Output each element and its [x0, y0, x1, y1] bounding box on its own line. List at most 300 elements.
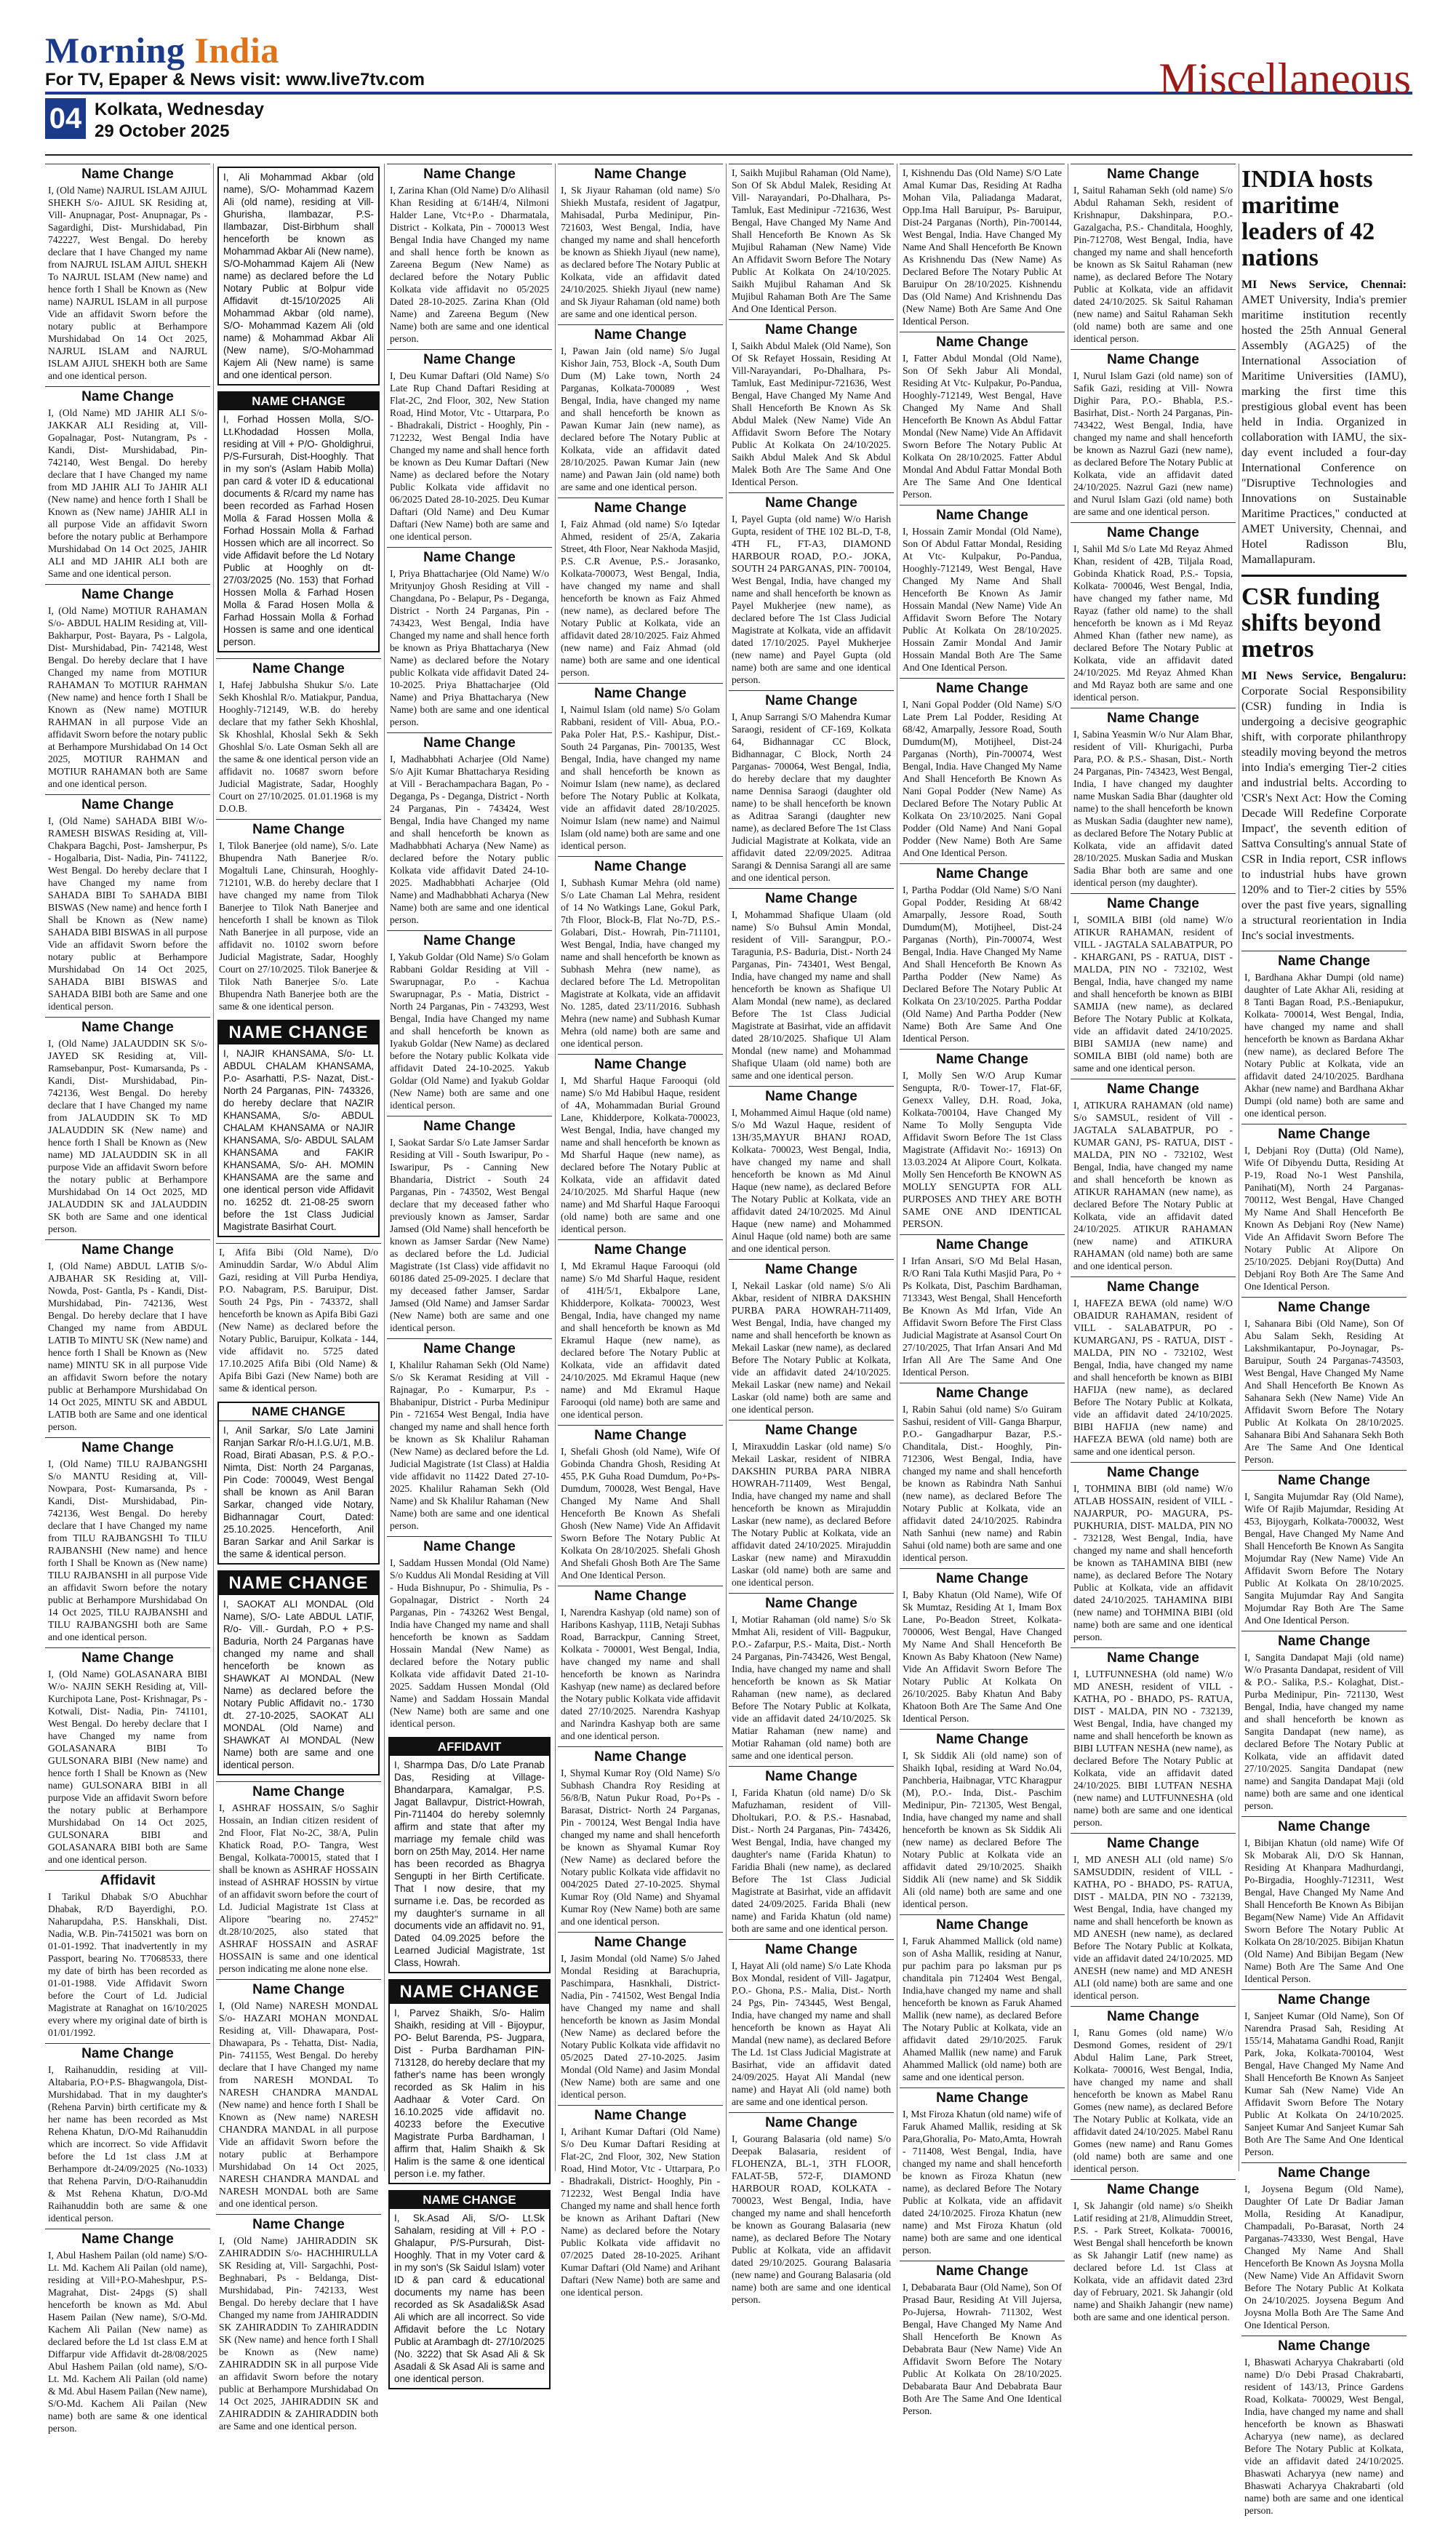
notice-heading: Name Change: [1107, 1836, 1199, 1851]
classified-notice: [900, 2087, 1065, 2261]
classified-notice: [1071, 522, 1236, 708]
classified-notice: [387, 1116, 552, 1338]
notice-heading: Name Change: [1278, 2165, 1370, 2181]
notice-heading: Name Change: [252, 1784, 345, 1799]
notice-body: I, Tilok Banerjee (old name), S/o. Late Bhupendra Nath Banerjee R/o. Mogaltuli Lane, Chinsurah, Hooghly-712101, W.B. do hereby declare that I have changed my name from Tilok Banerjee to Tilok Nath Banerjee and henceforth I shall be known as Tilok Nath Banerjee in all purpose, vide an affidavit no. 10102 sworn before Judicial Magistrate, Sadar, Hooghly Court on 27/10/2025. Tilok Banerjee & Tilok Nath Banerjee S/o. Late Bhupendra Nath Banerjee both are the same & one identical person.: [219, 840, 378, 1012]
notice-heading: AFFIDAVIT: [390, 1738, 549, 1756]
notice-heading: Name Change: [594, 859, 687, 874]
classified-notice: [1071, 1647, 1236, 1833]
notice-heading: NAME CHANGE: [390, 2192, 549, 2209]
notice-heading: Name Change: [765, 1942, 857, 1957]
classified-notice: [900, 332, 1065, 505]
classified-notice: [558, 2105, 723, 2303]
classified-notice: [45, 2043, 210, 2229]
classified-notice: [900, 678, 1065, 863]
story-text: AMET University, India's premier maritime institution recently hosted the 25th Annual General Assembly (AGA25) of the International Association of Maritime Universities (IAMU), marking the first time this prestigious global event has been held in India. Organized in collaboration with IAMU, the six-day event included a four-day International Conference on "Disruptive Technologies and Innovations on Sustainable Maritime Practices," conducted at AMET University, Chennai, and Hotel Radisson Blu, Mamallapuram.: [1241, 294, 1407, 566]
news-block: [1241, 167, 1407, 943]
notice-body: I, Sk Siddik Ali (old name) son of Shaikh Iqbal, residing at Ward No.04, Panchberia, Haibnagar, VTC Kharagpur (M), P.O.- Inda, Dist.- Paschim Medinipur, Pin- 721305, West Bengal, India, have changed my name and shall henceforth be known as Sk Siddik Ali (new name) as declared Before The Notary Public at Kolkata vide an affidavit dated 29/10/2025. Shaikh Siddik Ali (new name) and Sk Siddik Ali (old name) both are same and one identical person.: [903, 1750, 1062, 1909]
notice-body: I Irfan Ansari, S/O Md Belal Hasan, R/O Rani Tala Kuthi Masjid Para, Po + Ps Kolkata, Dist, Paschim Bardhaman, 713343, West Bengal, Shall Henceforth Be Known As Md Irfan, Vide An Affidavit Sworn Before The First Class Judicial Magistrate at Asansol Court On 27/10/2025, That Irfan Ansari And Md Irfan All Are The Same And One Identical Person.: [903, 1255, 1062, 1378]
notice-body: I, Abul Hashem Pailan (old name) S/O-Lt. Md. Kachem Ali Pailan (old name), residing at Vill+P.O-Maheshpur, P.S-Magrahat, Dist- 24pgs (S) shall henceforth be known as Md. Abul Hasem Pailan (New name), S/O-Md. Kachem Ali Pailan (New name) as declared before the Ld 1st class E.M at Diffarpur vide Affidavit dt-28/08/2025 Abul Hashem Pailan (old name), S/O-Lt. Md. Kachem Ali Pailan (old name) & Md. Abul Hasem Pailan (New name), S/O-Md. Kachem Ali Pailan (New name) both are same & one identical person.: [48, 2250, 207, 2434]
notice-body: I, (Old Name) TILU RAJBANGSHI S/o MANTU Residing at, Vill- Nowpara, Post- Kumarsanda, Ps - Kandi, Dist- Murshidabad, Pin- 742136, West Bengal. Do hereby declare that I have Changed my name from TILU RAJBANGSHI To TILU RAJBANSHI (New name) and hence forth I Shall be Known as (New name) TILU RAJBANSHI in all purpose Vide an affidavit Sworn before the notary public at Berhampore Murshidabad On 14 Oct 2025, TILU RAJBANSHI and TILU RAJBANGSHI both are Same and one identical person.: [48, 1458, 207, 1642]
classified-notice: [1071, 349, 1236, 522]
story-rule: [1241, 575, 1407, 577]
notice-body: I, Partha Poddar (Old Name) S/O Nani Gopal Podder, Residing At 68/42 Amarpally, Jessore Road, South Dumdum(M), Motijheel, Dist-24 Parganas (North), Pin-700074, West Bengal, India. Have Changed My Name And Shall Henceforth Be Known As Partha Podder (New Name) As Declared Before The Notary Public At Kolkata On 23/10/2025. Partha Poddar (Old Name) And Partha Podder (New Name) Both Are Same And One Identical Person.: [903, 884, 1062, 1044]
notice-body: I, Shefali Ghosh (old Name), Wife Of Gobinda Chandra Ghosh, Residing At 455, P.K Guha Road Dumdum, Po+Ps- Dumdum, 700028, West Bengal, Have Changed My Name And Shall Henceforth Be Known As Shefali Ghosh (New Name) Vide An Affidavit Sworn Before The Notary Public At Kolkata On 28/10/2025. Shefali Ghosh And Shefali Ghosh Both Are The Same And One Identical Person.: [561, 1446, 720, 1581]
column-divider: [384, 164, 385, 2171]
notice-body: I, Payel Gupta (old name) W/o Harish Gupta, resident of THE 102 BL-D, T-8, 4TH FL, FT-A3, DIAMOND HARBOUR ROAD, P.O.- JOKA, SOUTH 24 PARGANAS, PIN- 700104, West Bengal, India, have changed my name and shall henceforth be known as Payel Mukherjee (new name), as declared before The 1st Class Judicial Magistrate at Kolkata, vide an affidavit dated 17/10/2025. Payel Mukherjee (new name) and Payel Gupta (old name) both are same and one identical person.: [732, 514, 891, 685]
notice-body: I, Mst Firoza Khatun (old name) wife of Faruk Ahamed Mallik, residing at Sk Para,Ghoralia, Po- Mato,Amta, Howrah - 711408, West Bengal, India, have changed my name and shall henceforth be known as Firoza Khatun (new name), as declared Before The Notary Public at Kolkata, vide an affidavit dated 24/10/2025. Firoza Khatun (new name) and Mst Firoza Khatun (old name) both are same and one identical person.: [903, 2109, 1062, 2256]
newspaper-logo: [45, 29, 279, 71]
dateline: [95, 99, 264, 143]
section-title: Miscellaneous: [1159, 55, 1411, 103]
classified-notice: [729, 690, 894, 888]
notice-body: I, Zarina Khan (Old Name) D/o Alihasil Khan Residing at 6/14H/4, Nilmoni Halder Lane, Vtc+P.o - Dharmatala, District - Kolkata, Pin - 700013 West Bengal India have Changed my name and shall hence forth be known as Zareena Begum (New Name) as declared before the Notary Public Kolkata vide affidavit no 05/2025 Dated 28-10-2025. Zarina Khan (Old Name) and Zareena Begum (New Name) both are same and one identical person.: [390, 185, 549, 344]
notice-heading: Name Change: [1278, 1992, 1370, 2007]
notice-body: I Tarikul Dhabak S/O Abuchhar Dhabak, R/D Bayerdighi, P.O. Naharupdaha, P.S. Hanskhali, Dist. Nadia, W.B. Pin-7415021 was born on 01-01-1992. That inadvertently in my Passport, bearing No. T7068533, there my date of birth has been recorded as 01-01-1988. Vide Affidavit Sworn before the Court of Ld. Judicial Magistrate at Ranaghat on 16/10/2025 every where my original date of birth is 01/01/1992.: [48, 1891, 207, 2038]
classified-notice: [729, 1086, 894, 1259]
notice-heading: Name Change: [1278, 1127, 1370, 1142]
notice-heading: Name Change: [594, 1428, 687, 1443]
edition-date: 29 October 2025: [95, 121, 230, 141]
story-body: [1241, 277, 1407, 567]
notice-heading: Name Change: [423, 1539, 516, 1554]
notice-body: I, Ali Mohammad Akbar (old name), S/O- Mohammad Kazem Ali (old name), residing at Vill-Ghurisha, Ilambazar, P.S-Ilambazar, Dist-Birbhum shall henceforth be known as Mohammad Akbar Ali (New name), S/O-Mohammad Kajem Ali (New name) as declared before the Ld Notary Public at Bolpur vide Affidavit dt-15/10/2025 Ali Mohammad Akbar (old name), S/O- Mohammad Kazem Ali (old name) & Mohammad Akbar Ali (New name), S/O-Mohammad Kajem Ali (New name) is same and one identical person.: [223, 172, 374, 380]
notice-heading: Name Change: [936, 1571, 1028, 1586]
notice-body: I, ATIKURA RAHAMAN (old name) S/o SAMSUL, resident of Vill - JAGTALA SALABATPUR, PO - KUMAR GANJ, PS- RATUA, DIST - MALDA, PIN NO - 732102, West Bengal, India, have changed my name and shall henceforth be known as ATIKUR RAHAMAN (new name), as declared Before The Notary Public at Kolkata, vide an affidavit dated 24/10/2025. ATIKUR RAHAMAN (new name) and ATIKURA RAHAMAN (old name) both are same and one identical person.: [1073, 1100, 1233, 1271]
classified-notice: [45, 584, 210, 794]
notice-heading: Name Change: [594, 2108, 687, 2123]
notice-body: I, Saikh Mujibul Rahaman (Old Name), Son Of Sk Abdul Malek, Residing At Vill- Narayandari, Po-Dhalhara, Ps-Tamluk, East Medinipur -721636, West Bengal, Have Changed My Name And Shall Henceforth Be Known As Sk Mujibul Rahaman (New Name) Vide An Affidavit Sworn Before The Notary Public At Kolkata On 24/10/2025. Saikh Mujibul Rahaman And Sk Mujibul Rahaman Both Are The Same And One Identical Person.: [732, 167, 891, 314]
story-dateline: MI News Service, Bengaluru:: [1241, 670, 1407, 682]
story-headline: INDIA hosts maritime leaders of 42 nations: [1241, 166, 1375, 271]
notice-heading: Name Change: [765, 1089, 857, 1104]
notice-body: I, Naimul Islam (old name) S/o Golam Rabbani, resident of Vill- Abua, P.O.- Paka Poler Hat, P.S.- Kashipur, Dist.- South 24 Parganas, Pin- 700135, West Bengal, India, have changed my name and shall henceforth be known as Noimur Islam (new name), as declared before The Notary Public at Kolkata, vide an affidavit dated 28/10/2025. Noimur Islam (new name) and Naimul Islam (old name) both are same and one identical person.: [561, 704, 720, 851]
notice-body: I, Motiar Rahaman (old name) S/o Sk Mmhat Ali, resident of Vill- Bagpukur, P.O.- Zafarpur, P.S.- Maita, Dist.- North 24 Parganas, Pin-743426, West Bengal, India, have changed my name and shall henceforth be known as Sk Matiar Rahaman (new name), as declared Before The Notary Public at Kolkata, vide an affidavit dated 24/10/2025. Sk Matiar Rahaman (new name) and Motiar Rahaman (old name) both are same and one identical person.: [732, 1614, 891, 1761]
notice-body: I, Debjani Roy (Dutta) (Old Name), Wife Of Dibyendu Dutta, Residing At P-19, Road No-1 West Panshila, Panihati(M), North 24 Parganas-700112, West Bengal, Have Changed My Name And Shall Henceforth Be Known As Debjani Roy (New Name) Vide An Affidavit Sworn Before The Notary Public At Alipore On 25/10/2025. Debjani Roy(Dutta) And Debjani Roy Both Are The Same And One Identical Person.: [1244, 1145, 1404, 1292]
notice-heading: Name Change: [423, 1341, 516, 1357]
classified-notice: [900, 1729, 1065, 1914]
notice-heading: Name Change: [936, 2264, 1028, 2279]
notice-body: I, Sanjeet Kumar (Old Name), Son Of Narendra Prasad Sah, Residing At 155/14, Mahatama Gandhi Road, Ranjit Park, Joka, Kolkata-700104, West Bengal, Have Changed My Name And Shall Henceforth Be Known As Sanjeet Kumar Sah (New Name) Vide An Affidavit Sworn Before The Notary Public At Kolkata On 24/10/2025. Sanjeet Kumar And Sanjeet Kumar Sah Both Are The Same And One Identical Person.: [1244, 2010, 1404, 2157]
classified-notice: [1241, 1816, 1407, 1989]
classified-notice: [558, 1746, 723, 1932]
notice-heading: Name Change: [81, 2046, 174, 2061]
classified-notice: [900, 863, 1065, 1049]
story-headline: CSR funding shifts beyond metros: [1241, 583, 1381, 663]
notice-body: I, Sk Jahangir (old name) s/o Sheikh Latif residing at 21/8, Alimuddin Street, P.S. - Park Street, Kolkata- 700016, West Bengal shall henceforth be known as Sk Jahangir Latif (new name) as declared before Ld. 1st Class at Kolkata, vide an affidavit dated 23rd day of February, 2021. Sk Jahangir (old name) and Shaikh Jahangir (new name) both are same and one identical person.: [1073, 2200, 1233, 2322]
classified-notice: [1071, 2179, 1236, 2328]
notice-heading: Name Change: [423, 167, 516, 182]
column-2: [216, 164, 381, 2432]
notice-body: I, (Old Name) SAHADA BIBI W/o- RAMESH BISWAS Residing at, Vill- Chakpara Bagchi, Post- Jamsherpur, Ps - Hogalbaria, Dist- Nadia, Pin- 741122, West Bengal. Do hereby declare that I have Changed my name from SAHADA BIBI To SAHADA BIBI BISWAS (New name) and hence forth I Shall be Known as (New name) SAHADA BIBI BISWAS in all purpose Vide an affidavit Sworn before the notary public at Berhampore Murshidabad On 14 Oct 2025, SAHADA BIBI BISWAS and SAHADA BIBI both are Same and one identical person.: [48, 815, 207, 1012]
notice-heading: Name Change: [594, 1935, 687, 1950]
notice-heading: Name Change: [252, 822, 345, 837]
notice-heading: Name Change: [1107, 2009, 1199, 2024]
notice-body: I, Sabina Yeasmin W/o Nur Alam Bhar, resident of Vill- Khurigachi, Purba Para, P.O. & P.S.- Shasan, Dist.- North 24 Parganas, Pin- 743423, West Bengal, India, I have changed my daughter name Muskan Sadia Bhar (daughter old name) to the shall henceforth be known as Muskan Sadia (daughter new name), as declared Before The Notary Public at Kolkata, vide an affidavit dated 28/10/2025. Muskan Sadia and Muskan Sadia Bhar both are same and one identical person (my daughter).: [1073, 729, 1233, 888]
classified-notice: [900, 2261, 1065, 2421]
classified-notice: [45, 1870, 210, 2043]
page-number: 04: [45, 98, 86, 139]
notice-heading: Name Change: [252, 1982, 345, 1997]
classified-notice: [558, 683, 723, 856]
column-6: [900, 164, 1065, 2416]
notice-body: I, Faruk Ahammed Mallick (old name) son of Asha Mallik, residing at Nanur, pur pachim para po laksman pur ps chanditala pin 712404 West Bengal, India,have changed my name and shall henceforth be known as Faruk Ahamed Mallik (new name), as declared Before The Notary Public at Kolkata, vide an affidavit dated 29/10/2025. Faruk Ahamed Mallik (new name) and Faruk Ahammed Mallick (old name) both are same and one identical person.: [903, 1935, 1062, 2082]
classified-notice: [729, 1939, 894, 2112]
classified-notice: [558, 856, 723, 1054]
notice-heading: Name Change: [81, 167, 174, 182]
boxed-notice: [388, 1737, 551, 1973]
classified-notice: [900, 1234, 1065, 1383]
notice-body: I, Kishnendu Das (Old Name) S/O Late Amal Kumar Das, Residing At Radha Mohan Vila, Paliadanga Madarat, Opp.Ima Hall Baruipur, Ps- Baruipur, Dist-24 Parganas (North), Pin-700144, West Bengal, India. Have Changed My Name And Shall Henceforth Be Known As Krishnendu Das (New Name) As Declared Before The Notary Public At Baruipur On 28/10/2025. Kishnendu Das (Old Name) And Krishnendu Das (New Name) Both Are Same And One Identical Person.: [903, 167, 1062, 327]
notice-heading: Name Change: [936, 508, 1028, 523]
notice-body: I, Faiz Ahmad (old name) S/o Iqtedar Ahmed, resident of 25/A, Zakaria Street, 4th Floor, Near Nakhoda Masjid, P.S. C.R Avenue, P.S.- Jorasanko, Kolkata-700073, West Bengal, India, have changed my name and shall henceforth be known as Faiz Ahmed (new name), as declared before The Notary Public at Kolkata, vide an affidavit dated 28/10/2025. Faiz Ahmed (new name) and Faiz Ahmad (old name) both are same and one identical person.: [561, 519, 720, 678]
notice-heading: Name Change: [1107, 896, 1199, 911]
notice-body: I, Rabin Sahui (old name) S/o Guiram Sashui, resident of Vill- Ganga Bharpur, P.O.- Gangadharpur Bazar, P.S.- Chanditala, Dist.- Hooghly, Pin- 712306, West Bengal, India, have changed my name and shall henceforth be known as Rabindra Nath Sanhui (new name), as declared Before The Notary Public at Kolkata, vide an affidavit dated 24/10/2025. Rabindra Nath Sanhui (new name) and Rabin Sahui (old name) both are same and one identical person.: [903, 1404, 1062, 1563]
notice-body: I, Md Sharful Haque Farooqui (old name) S/o Md Habibul Haque, resident of 4A, Mohammadan Burial Ground Lane, Khidderpore, Kolkata-700023, West Bengal, India, have changed my name and shall henceforth be known as Md Sharful Haque (new name), as declared before The Notary Public at Kolkata, vide an affidavit dated 24/10/2025. Md Sharful Haque (new name) and Md Sharful Haque Farooqui (old name) both are same and one identical person.: [561, 1075, 720, 1234]
notice-body: I, Saokat Sardar S/o Late Jamser Sardar Residing at Vill - South Iswaripur, Po - Iswaripur, Ps - Canning New Bhandaria, District - South 24 Parganas, Pin - 743502, West Bengal declare that my deceased father who previously known as Jamser, Sardar Jamsed (Old Name) shall henceforth be known as Jamser Sardar (New Name) as declared before the Ld. Judicial Magistrate (1st Class) vide affidavit no 60186 dated 25-09-2025. I declare that my deceased father Jamser, Sardar Jamsed (Old Name) and Jamser Sardar (New Name) both are same and one identical person.: [390, 1137, 549, 1333]
notice-heading: Name Change: [936, 335, 1028, 350]
notice-body: I, Bhaswati Acharyya Chakrabarti (old name) D/o Debi Prasad Chakrabarti, resident of 143/13, Prince Gardens Road, Kolkata- 700029, West Bengal, India, have changed my name and shall henceforth be known as Bhaswati Acharyya (new name), as declared Before The Notary Public at Kolkata, vide an affidavit dated 24/10/2025. Bhaswati Acharyya (new name) and Bhaswati Acharyya Chakrabarti (old name) both are same and one identical person.: [1244, 2357, 1404, 2516]
notice-body: I, Sangita Dandapat Maji (old name) W/o Prasanta Dandapat, resident of Vill & P.O.- Salika, P.S.- Kolaghat, Dist.- Purba Medinipur, Pin- 721130, West Bengal, India, have changed my name and shall henceforth be known as Sangita Dandapat (new name), as declared Before The Notary Public at Kolkata, vide an affidavit dated 27/10/2025. Sangita Dandapat (new name) and Sangita Dandapat Maji (old name) both are same and one identical person.: [1244, 1652, 1404, 1811]
notice-body: I, Forhad Hossen Molla, S/O- Lt.Khodadad Hossen Molla, residing at Vill + P/O- Gholdighrui, P/S-Fursurah, Dist-Hooghly. That in my son's (Aslam Habib Molla) pan card & voter ID & educational documents & R/card my name has been recorded as Farhad Hosen Molla & Farad Hossen Molla & Forhad Hossain Molla & Farhad Hossen which are all incorrect. So vide Affidavit before the Ld Notary Public at Hooghly on dt-27/03/2025 (No. 153) that Forhad Hossen Molla & Farhad Hosen Molla & Farad Hosen Molla & Farhad Hossain Molla & Forhad Hossen is same and one identical person.: [223, 414, 374, 647]
notice-heading: Name Change: [81, 2232, 174, 2247]
notice-heading: Name Change: [81, 587, 174, 602]
notice-heading: Name Change: [1278, 1634, 1370, 1649]
notice-heading: Name Change: [81, 1020, 174, 1035]
notice-body: I, Nani Gopal Podder (Old Name) S/O Late Prem Lal Podder, Residing At 68/42, Amarpally, Jessore Road, South Dumdum(M), Motijheel, Dist-24 Parganas (North), Pin-700074, West Bengal, India. Have Changed My Name And Shall Henceforth Be Known As Nani Gopal Podder (New Name) As Declared Before The Notary Public At Kolkata On 23/10/2025. Nani Gopal Podder (Old Name) And Nani Gopal Podder (New Name) Both Are Same And One Identical Person.: [903, 699, 1062, 858]
column-4: [558, 164, 723, 2298]
classified-notice: [729, 492, 894, 690]
notice-body: I, Saddam Hussen Mondal (Old Name) S/o Kuddus Ali Mondal Residing at Vill - Huda Bishnupur, Po - Shimulia, Ps - Gopalnagar, District - North 24 Parganas, Pin - 743262 West Bengal, India have Changed my name and shall henceforth be known as Saddam Hossain Mandal (New Name) as declared before the Notary public Kolkata vide affidavit Dated 21-10-2025. Saddam Hussen Mondal (Old Name) and Saddam Hossain Mandal (New Name) both are same and one identical person.: [390, 1557, 549, 1729]
classified-notice: [387, 930, 552, 1116]
notice-body: I, Bardhana Akhar Dumpi (old name) daughter of Late Akhar Ali, residing at 8 Tanti Bagan Road, P.S.-Beniapukur, Kolkata- 700014, West Bengal, India, have changed my name and shall henceforth be known as Bardana Akhar (new name), as declared Before The Notary Public at Kolkata, vide an affidavit dated 24/10/2025. Bardhana Akhar (new name) and Bardhana Akhar Dumpi (old name) both are same and one identical person.: [1244, 972, 1404, 1119]
story-dateline: MI News Service, Chennai:: [1241, 279, 1407, 291]
notice-heading: Name Change: [765, 1423, 857, 1438]
notice-heading: Name Change: [81, 389, 174, 404]
notice-body: I, Shymal Kumar Roy (Old Name) S/o Subhash Chandra Roy Residing at 56/8/B, Natun Pukur Road, Po+Ps - Barasat, District- North 24 Parganas, Pin - 700124, West Bengal India have changed my name and shall henceforth be known as Shyamal Kumar Roy (New Name) as declared before the Notary public Kolkata vide affidavit no 004/2025 Dated 27-10-2025. Shymal Kumar Roy (Old Name) and Shyamal Kumar Roy (New Name) both are same and one identical person.: [561, 1767, 720, 1927]
classified-notice: [45, 794, 210, 1017]
boxed-notice: [217, 1402, 380, 1565]
notice-heading: Name Change: [423, 735, 516, 751]
notice-heading: Name Change: [594, 327, 687, 343]
notice-body: I, Bibijan Khatun (old name) Wife Of Sk Mobarak Ali, D/O Sk Hannan, Residing At Khanpara Madhurdangi, Po-Birgadia, Hooghly-712311, West Bengal, Have Changed My Name And Shall Henceforth Be Known As Bibijan Begam(New Name) Vide An Affidavit Sworn Before The Notary Public At Kolkata On 28/10/2025. Bibijan Khatun (Old Name) And Bibijan Begam (New Name) Both Are The Same And One Identical Person.: [1244, 1837, 1404, 1984]
notice-heading: Name Change: [1107, 1650, 1199, 1666]
notice-heading: NAME CHANGE: [219, 1572, 378, 1595]
notice-heading: Name Change: [1107, 1082, 1199, 1097]
notice-body: I, Miraxuddin Laskar (old name) S/o Mekail Laskar, resident of NIBRA DAKSHIN PURBA PARA NIBRA HOWRAH-711409, West Bengal, India, have changed my name and shall henceforth be known as Mirajuddin Laskar (new name), as declared Before The Notary Public at Kolkata, vide an affidavit dated 24/10/2025. Mirajuddin Laskar (new name) and Miraxuddin Laskar (old name) both are same and one identical person.: [732, 1441, 891, 1588]
notice-heading: Name Change: [594, 167, 687, 182]
classified-notice: [900, 1914, 1065, 2087]
notice-body: I, Anup Sarrangi S/O Mahendra Kumar Saraogi, resident of CF-169, Kolkata 64, Bidhannagar CC Block, Bidhannagar, C Block, North 24 Parganas- 700064, West Bengal, India, do hereby declare that my daughter name Dennisa Saraogi (daughter old name) to be shall henceforth be known as Aditraa Sarangi (daughter new name), as declared Before The 1st Class Judicial Magistrate at Kolkata, vide an affidavit dated 22/09/2025. Aditraa Sarangi & Dennisa Sarangi all are same and one identical person.: [732, 711, 891, 883]
boxed-notice: [388, 1979, 551, 2184]
notice-heading: Name Change: [936, 2090, 1028, 2106]
classified-notice: [45, 1647, 210, 1870]
classified-notice: [729, 888, 894, 1086]
column-7: [1071, 164, 1236, 2322]
notice-body: I, Saikh Abdul Malek (Old Name), Son Of Sk Refayet Hossain, Residing At Vill-Narayandari, Po-Dhalhara, Ps-Tamluk, East Medinipur-721636, West Bengal, Have Changed My Name And Shall Henceforth Be Known As Sk Abdul Malek (New Name) Vide An Affidavit Sworn Before The Notary Public At Kolkata On 24/10/2025. Saikh Abdul Malek And Sk Abdul Malek Both Are The Same And One Identical Person.: [732, 340, 891, 487]
notice-body: I, Subhash Kumar Mehra (old name) S/o Late Chaman Lal Mehra, resident of 14 No Watkings Lane, Gokul Park, 7th Floor, Block-B, Flat No-7D, P.S.- Golabari, Dist.- Howrah, Pin-711101, West Bengal, India, have changed my name and shall henceforth be known as Subhash Mehra (new name), as declared before The Ld. Metropolitan Magistrate at Kolkata, vide an affidavit No. 1285, dated 23/11/2016. Subhash Mehra (new name) and Subhash Kumar Mehra (old name) both are same and one identical person.: [561, 877, 720, 1049]
notice-body: I, Yakub Goldar (Old Name) S/o Golam Rabbani Goldar Residing at Vill - Swarupnagar, P.o - Kachua Swarupnagar, P.s - Matia, District - North 24 Parganas, Pin - 743293, West Bengal, India have Changed my name and shall henceforth be known as Iyakub Goldar (New Name) as declared before the Notary public Kolkata vide affidavit Dated 24-10-2025. Yakub Goldar (Old Name) and Iyakub Goldar (New Name) both are same and one identical person.: [390, 951, 549, 1111]
classified-notice: [45, 1017, 210, 1239]
notice-heading: Name Change: [936, 1917, 1028, 1933]
notice-body: I, Mohammad Shafique Ulaam (old name) S/o Buhsul Amin Mondal, resident of Vill- Sarangpur, P.O.- Taragunia, P.S- Baduria, Dist.- North 24 Parganas, Pin- 743401, West Bengal, India, have changed my name and shall henceforth be known as Shafique Ul Alam Mondal (new name), as declared Before The 1st Class Judicial Magistrate at Basirhat, vide an affidavit dated 28/10/2025. Shafique Ul Alam Mondal (new name) and Mohammad Shafique Ulaam (old name) both are same and one identical person.: [732, 909, 891, 1081]
classified-notice: [900, 164, 1065, 332]
notice-body: I, Sahil Md S/o Late Md Reyaz Ahmed Khan, resident of 42B, Tiljala Road, Gobinda Khatick Road, P.S.- Topsia, Kolkata- 700046, West Bengal, India, have changed my father name, Md Rayaz (father old name) to the shall henceforth be known as i Md Reyaz Ahmed Khan (father new name), as declared Before The Notary Public at Kolkata, vide an affidavit dated 24/10/2025. Md Reyaz Ahmed Khan and Md Rayaz both are same and one identical person.: [1073, 543, 1233, 703]
classified-notice: [387, 1338, 552, 1536]
notice-heading: Name Change: [936, 866, 1028, 882]
notice-body: I, Joysena Begum (Old Name), Daughter Of Late Dr Badiar Jaman Molla, Residing At Kanadipur, Champadali, Po-Barasat, North 24 Parganas-743330, West Bengal, Have Changed My Name And Shall Henceforth Be Known As Joysna Molla (New Name) Vide An Affidavit Sworn Before The Notary Public At Kolkata On 24/10/2025. Joysena Begum And Joysna Molla Both Are The Same And One Identical Person.: [1244, 2184, 1404, 2330]
boxed-notice: [388, 2190, 551, 2389]
notice-heading: Name Change: [936, 1732, 1028, 1747]
notice-body: I, NAJIR KHANSAMA, S/o- Lt. ABDUL CHALAM KHANSAMA, P.o- Asarhatti, P.S- Nazat, Dist.- North 24 Parganas, PIN- 743326, do hereby declare that NAZIR KHANSAMA, S/o- ABDUL CHALAM KHANSAMA or NAJIR KHANSAMA, S/o- ABDUL SALAM KHANSAMA and FAKIR KHANSAMA, S/o- AH. MOMIN KHANSAMA are the same and one identical person vide Affidavit no. 16252 dt. 21-08-25 sworn before the 1st Class Judicial Magistrate Basirhat Court.: [223, 1048, 374, 1232]
story-text: Corporate Social Responsibility (CSR) funding in India is undergoing a decisive geographic shift, with corporate philanthropy steadily moving beyond the metros into India's emerging Tier-2 cities and industrial belts. According to 'CSR's Next Act: How the Coming Decade Will Redefine Corporate Impact', the seventh edition of Sattva Consulting's annual State of CSR in India report, CSR inflows to industrial hubs have grown 120% and to Tier-2 cities by 55% over the past five years, signalling a structural reorientation in India Inc's social investments.: [1241, 685, 1407, 942]
notice-heading: Name Change: [765, 495, 857, 511]
notice-body: I, (Old Name) GOLASANARA BIBI W/o- NAJIN SEKH Residing at, Vill- Kurchipota Lane, Post- Krishnagar, Ps - Kotwali, Dist- Nadia, Pin- 741101, West Bengal. Do hereby declare that I have Changed my name from GOLASANARA BIBI To GULSONARA BIBI (New name) and hence forth I Shall be Known as (New name) GULSONARA BIBI in all purpose Vide an affidavit Sworn before the notary public at Berhampore Murshidabad On 14 Oct 2025, GULSONARA BIBI and GOLASANARA BIBI both are Same and one identical person.: [48, 1669, 207, 1865]
notice-body: I, (Old Name) NAJRUL ISLAM AJIUL SHEKH S/o- AJIUL SK Residing at, Vill- Anupnagar, Post- Anupnagar, Ps - Sagardighi, Dist- Murshidabad, Pin 742227, West Bengal. Do hereby declare that I have Changed my name from NAJRUL ISLAM AJIUL SHEKH To NAJRUL ISLAM (New name) and hence forth I Shall be Known as (New name) NAJRUL ISLAM in all purpose Vide an affidavit Sworn before the notary public at Berhampore Murshidabad On 14 Oct 2025, NAJRUL ISLAM and NAJRUL ISLAM AJIUL SHEKH both are Same and one identical person.: [48, 185, 207, 381]
classified-notice: [387, 349, 552, 547]
notice-heading: Name Change: [1278, 2338, 1370, 2354]
notice-body: I, Parvez Shaikh, S/o- Halim Shaikh, residing at Vill - Bijoypur, PO- Belut Barenda, PS- Jugpara, Dist - Purba Bardhaman PIN- 713128, do hereby declare that my father's name has been wrongly recorded as Sk Halim in his Aadhaar & Voter Card. On 16.10.2025 vide affidavit no. 40233 before the Executive Magistrate Purba Bardhaman, I affirm that, Halim Shaikh & Sk Halim is the same & one identical person i.e. my father.: [394, 2007, 545, 2179]
classified-notice: [216, 1243, 381, 1399]
classified-notice: [1071, 1277, 1236, 1462]
notice-body: I, Arihant Kumar Daftari (Old Name) S/o Deu Kumar Daftari Residing at Flat-2C, 2nd Floor, 302, New Station Road, Hind Motor, Vtc - Uttarpara, P.o - Bhadrakali, District- Hooghly, Pin - 712232, West Bengal India have Changed my name and shall hence forth be known as Arihant Daftari (New Name) as declared before the Notary Public Kolkata vide affidavit no 07/2025 Dated 28-10-2025. Arihant Kumar Daftari (Old Name) and Arihant Daftari (New Name) both are same and one identical person.: [561, 2126, 720, 2298]
classified-notice: [387, 732, 552, 930]
classified-notice: [729, 2112, 894, 2310]
notice-heading: Name Change: [1278, 954, 1370, 969]
tagline: For TV, Epaper & News visit: www.live7tv.com: [45, 70, 425, 89]
boxed-notice: [217, 391, 380, 652]
notice-heading: NAME CHANGE: [219, 1403, 378, 1421]
notice-body: I, Priya Bhattacharjee (Old Name) W/o Mrityunjoy Ghosh Residing at Vill - Changdana, Po - Belapur, Ps - Deganga, District - North 24 Parganas, Pin - 743423, West Bengal, India have Changed my name and shall hence forth be known as Priya Bhattacharya (New Name) as declared before the Notary public Kolkata vide affidavit Dated 24-10-2025. Priya Bhattacharjee (Old Name) and Priya Bhattacharya (New Name) both are same and one identical person.: [390, 568, 549, 727]
masthead: [0, 0, 1456, 160]
classified-notice: [387, 1536, 552, 1734]
notice-body: I, Raihanuddin, residing at Vill- Altabaria, P.O+P.S- Bhagwangola, Dist-Murshidabad. That in my daughter's (Rehena Parvin) birth certificate my & her name has been recorded as Mst Rehena Khatun, D/O-Md Raihanuddin which are incorrect. So vide Affidavit before the Ld 1st class J.M at Berhampore dt-24/09/2025 (No-1033) that Rehena Parvin, D/O-Raihanuddin & Mst Rehena Khatun, D/O-Md Raihanuddin both are same & one identical person.: [48, 2064, 207, 2224]
classified-notice: [1241, 1470, 1407, 1631]
notice-heading: Name Change: [1107, 711, 1199, 726]
notice-body: I, (Old Name) MD JAHIR ALI S/o- JAKKAR ALI Residing at, Vill- Gopalnagar, Post- Nutangram, Ps - Kandi, Dist- Murshidabad, Pin- 742140, West Bengal. Do hereby declare that I have Changed my name from MD JAHIR ALI To JAHIR ALI (New name) and hence forth I Shall be Known as (New name) JAHIR ALI in all purpose Vide an affidavit Sworn before the notary public at Berhampore Murshidabad On 14 Oct 2025, JAHIR ALI and MD JAHIR ALI both are Same and one identical person.: [48, 407, 207, 579]
classified-notice: [45, 2229, 210, 2439]
classified-notice: [216, 819, 381, 1017]
notice-heading: Name Change: [1278, 1473, 1370, 1488]
classified-notice: [216, 2214, 381, 2437]
classified-notice: [729, 1593, 894, 1766]
notice-body: I, Fatter Abdul Mondal (Old Name), Son Of Sekh Jabur Ali Mondal, Residing At Vtc- Kulpakur, Po-Pandua, Hooghly-712149, West Bengal, Have Changed My Name And Shall Henceforth Be Known As Abdul Fattar Mondal (New Name) Vide An Affidavit Sworn Before The Notary Public At Kolkata On 28/10/2025. Fatter Abdul Mondal And Abdul Fattar Mondal Both Are The Same And One Identical Person.: [903, 353, 1062, 500]
notice-heading: Affidavit: [100, 1873, 156, 1888]
classified-notice: [1071, 1833, 1236, 2006]
classified-notice: [1241, 2336, 1407, 2521]
notice-body: I, Hafej Jabbulsha Shukur S/o. Late Sekh Khoshlal R/o. Matiakpur, Pandua, Hooghly-712149, W.B. do hereby declare that my father Sekh Khoshlal, Sk Khoshlal, Khoslal Sekh & Sekh Ghoshlal S/o. Late Osman Sekh all are the same & one identical person vide an affidavit no. 10687 sworn before Judicial Magistrate, Sadar, Hooghly Court on 27/10/2025. 01.01.1968 is my D.O.B.: [219, 679, 378, 814]
notice-body: I, Afifa Bibi (Old Name), D/o Aminuddin Sardar, W/o Abdul Alim Gazi, residing at Vill Purba Hendiya, P.O. Nabagram, P.S. Baruipur, Dist. South 24 Pgs, Pin - 743372, shall henceforth be known as Apifa Bibi Gazi (New Name) as declared before the Notary Public, Baruipur, Kolkata - 144, vide affidavit no. 5725 dated 17.10.2025 Afifa Bibi (Old Name) & Apifa Bibi Gazi (New Name) both are same & identical person.: [219, 1247, 378, 1394]
notice-heading: Name Change: [936, 1052, 1028, 1067]
notice-body: I, Khalilur Rahaman Sekh (Old Name) S/o Sk Keramat Residing at Vill - Rajnagar, P.o - Kumarpur, P.s - Bhabanipur, District - Purba Medinipur Pin - 721654 West Bengal, India have changed my name and shall hence forth be known as Sk Khalilur Rahaman (New Name) as declared before the Ld. Judicial Magistrate (1st Class) at Haldia vide affidavit no 11422 Dated 27-10-2025. Khalilur Rahaman Sekh (Old Name) and Sk Khalilur Rahaman (New Name) both are same and one identical person.: [390, 1359, 549, 1531]
notice-body: I, Ranu Gomes (old name) W/o Desmond Gomes, resident of 29/1 Abdul Halim Lane, Park Street, Kolkata- 700016, West Bengal, India, have changed my name and shall henceforth be known as Mabel Ranu Gomes (new name), as declared Before The Notary Public at Kolkata, vide an affidavit dated 24/10/2025. Mabel Ranu Gomes (new name) and Ranu Gomes (old name) both are same and one identical person.: [1073, 2027, 1233, 2174]
notice-heading: Name Change: [423, 933, 516, 948]
classified-notice: [216, 658, 381, 819]
notice-heading: Name Change: [423, 1119, 516, 1134]
notice-heading: Name Change: [1107, 352, 1199, 367]
notice-body: I, Sangita Mujumdar Ray (Old Name), Wife Of Rajib Majumdar, Residing At 453, Bijoygarh, Kolkata-700032, West Bengal, Have Changed My Name And Shall Henceforth Be Known As Sangita Mojumdar Ray (New Name) Vide An Affidavit Sworn Before The Notary Public At Kolkata On 28/10/2025. Sangita Mujumdar Ray And Sangita Mojumdar Ray Both Are The Same And One Identical Person.: [1244, 1491, 1404, 1626]
notice-body: I, (Old Name) MOTIUR RAHAMAN S/o- ABDUL HALIM Residing at, Vill- Bakharpur, Post- Bayara, Ps - Lalgola, Dist- Murshidabad, Pin- 742148, West Bengal. Do hereby declare that I have Changed my name from MOTIUR RAHAMAN To MOTIUR RAHMAN (New name) and hence forth I Shall be Known as (New name) MOTIUR RAHMAN in all purpose Vide an affidavit Sworn before the notary public at Berhampore Murshidabad On 14 Oct 2025, MOTIUR RAHMAN and MOTIUR RAHAMAN both are Same and one identical person.: [48, 605, 207, 789]
notice-body: I, Baby Khatun (Old Name), Wife Of Sk Mumtaz, Residing At 1, Imam Box Lane, Po-Beadon Street, Kolkata-700006, West Bengal, Have Changed My Name And Shall Henceforth Be Known As Baby Khatoon (New Name) Vide An Affidavit Sworn Before The Notary Public At Kolkata On 26/10/2025. Baby Khatun And Baby Khatoon Both Are The Same And One Identical Person.: [903, 1589, 1062, 1724]
notice-body: I, SAOKAT ALI MONDAL (Old Name), S/O- Late ABDUL LATIF, R/o- Vill.- Gurdah, P.O + P.S- Baduria, North 24 Parganas have changed my name and shall henceforth be known as SHAWKAT AI MONDAL (New Name) as declared before the Notary Public Affidavit no.- 1730 dt. 27-10-2025, SAOKAT ALI MONDAL (Old Name) and SHAWKAT AI MONDAL (New Name) both are same and one identical person.: [223, 1599, 374, 1770]
column-divider: [213, 164, 214, 2171]
notice-body: I, Hayat Ali (old name) S/o Late Khoda Box Mondal, resident of Vill- Jagatpur, P.O.- Ghona, P.S.- Malia, Dist.- North 24 Pgs, Pin- 743445, West Bengal, India, have changed my name and shall henceforth be known as Hayat Ali Mandal (new name), as declared Before The Ld. 1st Class Judicial Magistrate at Basirhat, vide an affidavit dated 24/09/2025. Hayat Ali Mandal (new name) and Hayat Ali (old name) both are same and one identical person.: [732, 1960, 891, 2107]
classified-notice: [558, 324, 723, 498]
notice-heading: Name Change: [81, 1650, 174, 1666]
column-1: [45, 164, 210, 2434]
notice-body: I, Debabarata Baur (Old Name), Son Of Prasad Baur, Residing At Vill Jujersa, Po-Jujersa, Howrah- 711302, West Bengal, Have Changed My Name And Shall Henceforth Be Known As Debabrata Baur (New Name) Vide An Affidavit Sworn Before The Notary Public At Kolkata On 28/10/2025. Debabarata Baur And Debabrata Baur Both Are The Same And One Identical Person.: [903, 2282, 1062, 2416]
classified-notice: [1241, 951, 1407, 1124]
notice-body: I, TOHMINA BIBI (old name) W/o ATLAB HOSSAIN, resident of VILL - NAJARPUR, PO- MAGURA, PS- PUKHURIA, DIST- MALDA, PIN NO - 732128, West Bengal, India, have changed my name and shall henceforth be known as TAHAMINA BIBI (new name), as declared Before The Notary Public at Kolkata, vide an affidavit dated 24/10/2025. TAHAMINA BIBI (new name) and TOHMINA BIBI (old name) both are same and one identical person.: [1073, 1483, 1233, 1642]
column-8: [1241, 164, 1407, 2516]
classified-notice: [1071, 2006, 1236, 2179]
classified-notice: [1241, 1631, 1407, 1816]
notice-heading: Name Change: [594, 500, 687, 516]
notice-heading: Name Change: [594, 1057, 687, 1072]
notice-body: I, Sharmpa Das, D/o Late Pranab Das, Residing at Village- Bhandarpara, Kamalgar, P.S. Jagat Ballavpur, District-Howrah, Pin-711404 do hereby solemnly affirm and state that after my marriage my female child was born on 25th May, 2014. Her name has been recorded as Bhagrya Sengupti in her Birth Certificate. That I now desire, that my surname i.e. Das, be recorded as my daughter's surname in all documents vide an affidavit no. 91, Dated 04.09.2025 before the Learned Judicial Magistrate, 1st Class, Howrah.: [394, 1759, 545, 1968]
classified-notice: [558, 1239, 723, 1425]
notice-body: I, Molly Sen W/O Arup Kumar Sengupta, R/0- Tower-17, Flat-6F, Genexx Valley, D.H. Road, Joka, Kolkata-700104, Have Changed My Name To Molly Sengupta Vide Affidavit Sworn Before The 1st Class Magistrate (Affidavit No:- 16913) On 13.03.2024 At Alipore Court, Kolkata. Molly Sen Henceforth Be KNOWN AS MOLLY SENGUPTA FOR ALL PURPOSES AND THEY ARE BOTH SAME ONE AND IDENTICAL PERSON.: [903, 1070, 1062, 1229]
classified-notice: [387, 547, 552, 732]
classified-notice: [729, 1420, 894, 1593]
notice-heading: Name Change: [594, 1589, 687, 1604]
classified-notice: [45, 164, 210, 386]
notice-body: I, (Old Name) JALAUDDIN SK S/o- JAYED SK Residing at, Vill- Ramsebanpur, Post- Kumarsanda, Ps - Kandi, Dist- Murshidabad, Pin- 742136, West Bengal. Do hereby declare that I have Changed my name from JALAUDDIN SK To MD JALAUDDIN SK (New name) and hence forth I Shall be Known as (New name) MD JALAUDDIN SK in all purpose Vide an affidavit Sworn before the notary public at Berhampore Murshidabad On 14 Oct 2025, MD JALAUDDIN SK and JALAUDDIN SK both are Same and one identical person.: [48, 1038, 207, 1234]
classified-notice: [1071, 1462, 1236, 1647]
column-3: [387, 164, 552, 2384]
notice-body: I, Farida Khatun (old name) D/o Sk Mafuzhaman, resident of Vill- Dholtukari, P.O. & P.S.- Hasnabad, Dist.- North 24 Parganas, Pin- 743426, West Bengal, India, have changed my daughter's name (Farida Khatun) to Faridia Bhali (new name), as declared Before The 1st Class Judicial Magistrate at Basirhat, vide an affidavit dated 24/09/2025. Farida Bhali (new name) and Farida Khatun (old name) both are same and one identical person.: [732, 1787, 891, 1934]
notice-heading: Name Change: [81, 797, 174, 812]
notice-body: I, LUTFUNNESHA (old name) W/o MD ANESH, resident of VILL - KATHA, PO - BHADO, PS- RATUA, DIST - MALDA, PIN NO - 732139, West Bengal, India, have changed my name and shall henceforth be known as BIBI LUTFAN NESHA (new name), as declared Before The Notary Public at Kolkata, vide an affidavit dated 24/10/2025. BIBI LUTFAN NESHA (new name) and LUTFUNNESHA (old name) both are same and one identical person.: [1073, 1669, 1233, 1828]
notice-heading: Name Change: [81, 1242, 174, 1258]
notice-heading: Name Change: [765, 693, 857, 708]
notice-heading: Name Change: [81, 1440, 174, 1455]
notice-body: I, Jasim Mondal (old Name) S/o Jahed Mondal Residing at Barachupria, Paschimpara, Hasnkhali, District- Nadia, Pin - 741502, West Bengal India have Changed my name and shall henceforth be known as Jasim Mondal (New Name) as declared before the Notary Public Kolkata vide affidavit no 05/2025 Dated 27-10-2025. Jasim Mondal (Old Name) and Jasim Mondal (New Name) both are same and one identical person.: [561, 1953, 720, 2100]
classified-notice: [729, 319, 894, 492]
city-day: Kolkata, Wednesday: [95, 100, 264, 119]
notice-heading: Name Change: [1107, 525, 1199, 540]
classified-notice: [900, 1049, 1065, 1234]
notice-body: I, (Old Name) ABDUL LATIB S/o- AJBAHAR SK Residing at, Vill- Nowda, Post- Gantla, Ps - Kandi, Dist- Murshidabad, Pin- 742136, West Bengal. Do hereby declare that I have Changed my name from ABDUL LATIB To MINTU SK (New name) and hence forth I Shall be Known as (New name) MINTU SK in all purpose Vide an affidavit Sworn before the notary public at Berhampore Murshidabad On 14 Oct 2025, MINTU SK and ABDUL LATIB both are Same and one identical person.: [48, 1260, 207, 1432]
notice-body: I, MD ANESH ALI (old name) S/o SAMSUDDIN, resident of VILL - KATHA, PO - BHADO, PS- RATUA, DIST - MALDA, PIN NO - 732139, West Bengal, India, have changed my name and shall henceforth be known as MD ANESH (new name), as declared Before The Notary Public at Kolkata, vide an affidavit dated 24/10/2025. MD ANESH (new name) and MD ANESH ALI (old name) both are same and one identical person.: [1073, 1854, 1233, 2001]
classified-notice: [1241, 2162, 1407, 2336]
notice-body: I, SOMILA BIBI (old name) W/o ATIKUR RAHAMAN, resident of VILL - JAGTALA SALABATPUR, PO - KHARGANI, PS - RATUA, DIST - MALDA, PIN NO - 732102, West Bengal, India, have changed my name and shall henceforth be known as BIBI SAMIJA (new name), as declared Before The Notary Public at Kolkata, vide an affidavit dated 24/10/2025. BIBI SAMIJA (new name) and SOMILA BIBI (old name) both are same and one identical person.: [1073, 914, 1233, 1074]
notice-heading: Name Change: [936, 1386, 1028, 1401]
notice-heading: Name Change: [1107, 1279, 1199, 1295]
classified-notice: [558, 1425, 723, 1586]
logo-word-india: India: [194, 30, 279, 71]
notice-heading: Name Change: [936, 1237, 1028, 1252]
classified-notice: [729, 1766, 894, 1939]
classifieds-columns: [45, 164, 1412, 2516]
classified-notice: [45, 1239, 210, 1437]
notice-body: I, Sahanara Bibi (Old Name), Son Of Abu Salam Sekh, Residing At Lakshmikantapur, Po-Joynagar, Ps-Baruipur, South 24 Parganas-743503, West Bengal, Have Changed My Name And Shall Henceforth Be Known As Sahanara Sekh (New Name) Vide An Affidavit Sworn Before The Notary Public At Kolkata On 28/10/2025. Sahanara Bibi And Sahanara Sekh Both Are The Same And One Identical Person.: [1244, 1318, 1404, 1465]
notice-body: I, Nurul Islam Gazi (old name) son of Safik Gazi, residing at Vill- Nowra Dighir Para, P.O.- Bhabla, P.S.- Basirhat, Dist.- North 24 Parganas, Pin- 743422, West Bengal, India, have changed my name and shall henceforth be known as Nazrul Gazi (new name), as declared Before The Notary Public at Kolkata, vide an affidavit dated 24/10/2025. Nazrul Gazi (new name) and Nurul Islam Gazi (old name) both are same and one identical person.: [1073, 370, 1233, 517]
classified-notice: [1071, 708, 1236, 893]
classified-notice: [1241, 1989, 1407, 2162]
notice-body: I, HAFEZA BEWA (old name) W/O OBAIDUR RAHAMAN, resident of VILL - SALABATPUR, PO - KUMARGANJ, PS - RATUA, DIST - MALDA, PIN NO - 732102, West Bengal, India, have changed my name and shall henceforth be known as BIBI HAFIJA (new name), as declared Before The Notary Public at Kolkata, vide an affidavit dated 24/10/2025. BIBI HAFIJA (new name) and HAFEZA BEWA (old name) both are same and one identical person.: [1073, 1298, 1233, 1457]
notice-heading: Name Change: [1278, 1819, 1370, 1834]
notice-body: I, Narendra Kashyap (old name) son of Haribons Kashyap, 111B, Netaji Subhas Road, Barrackpur, Canning Street, Kolkata - 700001, West Bengal, India, have changed my name and shall henceforth be known as Narindra Kashyap (new name) as declared before the Notary public Kolkata vide affidavit dated 27/10/2025. Narendra Kashyap and Narindra Kashyap both are same and one identical person.: [561, 1607, 720, 1741]
notice-heading: Name Change: [765, 322, 857, 337]
notice-heading: Name Change: [765, 1596, 857, 1611]
logo-word-morning: Morning: [45, 30, 185, 71]
notice-body: I, Madhabbhati Acharjee (Old Name) S/o Ajit Kumar Bhattacharya Residing at Vill - Berachampachara Bagan, Po - Deganga, Ps - Deganga, District - North 24 Parganas, Pin - 743424, West Bengal, India have Changed my name and shall henceforth be known as Madhabbhati Acharya (New Name) as declared before the Notary public Kolkata vide affidavit Dated 24-10-2025. Madhabbhati Acharjee (Old Name) and Madhabbhati Acharya (New Name) both are same and one identical person.: [390, 754, 549, 925]
notice-body: I, Hossain Zamir Mondal (Old Name), Son Of Abdul Fattar Mondal, Residing At Vtc- Kulpakur, Po-Pandua, Hooghly-712149, West Bengal, Have Changed My Name And Shall Henceforth Be Known As Jamir Hossain Mandal (New Name) Vide An Affidavit Sworn Before The Notary Public At Kolkata On 28/10/2025. Hossain Zamir Mondal And Jamir Hossain Mandal Both Are The Same And One Identical Person.: [903, 526, 1062, 673]
notice-heading: Name Change: [252, 2217, 345, 2232]
classified-notice: [900, 505, 1065, 678]
column-divider: [726, 164, 727, 2171]
boxed-notice: [217, 1020, 380, 1237]
boxed-notice: [217, 1570, 380, 1775]
notice-heading: NAME CHANGE: [219, 393, 378, 410]
boxed-notice: [217, 167, 380, 385]
notice-heading: Name Change: [594, 1242, 687, 1258]
notice-heading: Name Change: [594, 686, 687, 701]
classified-notice: [1071, 1079, 1236, 1277]
notice-body: I, Saitul Rahaman Sekh (old name) S/o Abdul Rahaman Sekh, resident of Krishnapur, Dakshinpara, P.O.- Gazalgacha, P.S.- Chanditala, Hooghly, Pin-712708, West Bengal, India, have changed my name and shall henceforth be known as Sk Saitul Rahaman (new name), as declared Before The Notary Public at Kolkata, vide an affidavit dated 24/10/2025. Sk Saitul Rahaman (new name) and Saitul Rahaman Sekh (old name) both are same and one identical person.: [1073, 185, 1233, 344]
classified-notice: [558, 1932, 723, 2105]
classified-notice: [558, 1586, 723, 1746]
notice-body: I, Pawan Jain (old name) S/o Jugal Kishor Jain, 753, Block -A, South Dum Dum (M) Lake town, North 24 Parganas, Kolkata-700089 , West Bengal, India, have changed my name and shall henceforth be known as Pawan Kumar Jain (new name), as declared before The Notary Public at Kolkata, vide an affidavit dated 28/10/2025. Pawan Kumar Jain (new name) and Pawan Jain (old name) both are same and one identical person.: [561, 345, 720, 492]
classified-notice: [900, 1383, 1065, 1568]
column-divider: [555, 164, 556, 2171]
column-5: [729, 164, 894, 2305]
classified-notice: [558, 498, 723, 683]
notice-heading: NAME CHANGE: [390, 1981, 549, 2004]
notice-heading: Name Change: [1107, 2182, 1199, 2197]
notice-heading: Name Change: [1107, 1465, 1199, 1480]
notice-body: I, Anil Sarkar, S/o Late Jamini Ranjan Sarkar R/o-H.I.G.U/1, M.B. Road, Birati Abasan, P.S. & P.O.-Nimta, Dist: North 24 Parganas, Pin Code: 700049, West Bengal shall be known as Anil Baran Sarkar, changed vide Notary, Bidhannagar Court, Dated: 25.10.2025. Henceforth, Anil Baran Sarkar and Anil Sarkar is the same & identical person.: [223, 1425, 374, 1559]
notice-heading: NAME CHANGE: [219, 1021, 378, 1044]
notice-body: I, Mohammed Aimul Haque (old name) S/o Md Wazul Haque, resident of 13H/35,MAYUR BHANJ ROAD, Kolkata- 700023, West Bengal, India, have changed my name and shall henceforth be known as Md Ainul Haque (new name), as declared Before The Notary Public at Kolkata, vide an affidavit dated 24/10/2025. Md Ainul Haque (new name) and Mohammed Ainul Haque (old name) both are same and one identical person.: [732, 1107, 891, 1254]
page-rule: [45, 154, 1412, 156]
notice-body: I, Sk.Asad Ali, S/O- Lt.Sk Sahalam, residing at Vill + P.O - Ghalapur, P/S-Pursurah, Dist-Hooghly. That in my Voter card & in my son's (Sk Saidul Islam) voter ID & pan card & educational documents my name has been recorded as Sk Asadali&Sk Asad Ali which are all incorrect. So vide Affidavit before the Lc Notary Public at Arambagh dt- 27/10/2025 (No. 3222) that Sk Asad Ali & Sk Asadali & Sk Asad Ali is same and one identical person.: [394, 2213, 545, 2384]
classified-notice: [216, 1781, 381, 1979]
notice-heading: Name Change: [423, 352, 516, 367]
notice-body: I, (Old Name) NARESH MONDAL S/o- HAZARI MOHAN MONDAL Residing at, Vill- Dhawapara, Post- Dhawapara, Ps - Tehatta, Dist- Nadia, Pin- 741155, West Bengal. Do hereby declare that I have Changed my name from NARESH MONDAL To NARESH CHANDRA MANDAL (New name) and hence forth I Shall be Known as (New name) NARESH CHANDRA MANDAL in all purpose Vide an affidavit Sworn before the notary public at Berhampore Murshidabad On 14 Oct 2025, NARESH CHANDRA MANDAL and NARESH MONDAL both are Same and one identical person.: [219, 2000, 378, 2209]
classified-notice: [558, 1054, 723, 1239]
classified-notice: [558, 164, 723, 324]
story-body: [1241, 668, 1407, 943]
classified-notice: [1241, 1297, 1407, 1470]
classified-notice: [729, 164, 894, 319]
classified-notice: [1071, 164, 1236, 349]
notice-heading: Name Change: [252, 661, 345, 676]
classified-notice: [1241, 1124, 1407, 1297]
classified-notice: [45, 1437, 210, 1647]
notice-heading: Name Change: [1278, 1300, 1370, 1315]
classified-notice: [45, 386, 210, 584]
notice-body: I, ASHRAF HOSSAIN, S/o Saghir Hossain, an Indian citizen resident of 2nd Floor, Flat No-2C, 38/A, Pulin Khatick Road, P.O- Tangra, West Bengal, Kolkata-700015, stated that I shall be known as ASHRAF HOSSAIN instead of ASHRAF HOSSIN by virtue of an affidavit sworn before the court of Ld. Judicial Magistrate 1st Class at Alipore "bearing no. 27452" dt.28/10/2025, also stated that ASHRAF HOSSAIN and ASRAF HOSSAIN is same and one identical person indicating me alone none else.: [219, 1802, 378, 1974]
classified-notice: [729, 1259, 894, 1420]
notice-heading: Name Change: [765, 2115, 857, 2130]
notice-heading: Name Change: [594, 1749, 687, 1765]
notice-body: I, Deu Kumar Daftari (Old Name) S/o Late Rup Chand Daftari Residing at Flat-2C, 2nd Floor, 302, New Station Road, Hind Motor, Vtc - Uttarpara, P.o - Bhadrakali, District - Hooghly, Pin - 712232, West Bengal India have Changed my name and shall hence forth be known as Deu Kumar Daftari (New Name) as declared before the Notary Public Kolkata vide affidavit no 06/2025 Dated 28-10-2025. Deu Kumar Daftari (Old Name) and Deu Kumar Daftari (New Name) both are same and one identical person.: [390, 370, 549, 542]
notice-body: I, Gourang Balasaria (old name) S/o Deepak Balasaria, resident of FLOHENZA, BL-1, 3TH FLOOR, FALAT-5B, 572-F, DIAMOND HARBOUR ROAD, KOLKATA - 700023, West Bengal, India, have changed my name and shall henceforth be known as Gourang Balasaria (new name), as declared Before The Notary Public at Kolkata, vide an affidavit dated 29/10/2025. Gourang Balasaria (new name) and Gourang Balasaria (old name) both are same and one identical person.: [732, 2133, 891, 2305]
classified-notice: [1071, 893, 1236, 1079]
classified-notice: [387, 164, 552, 349]
notice-heading: Name Change: [765, 1262, 857, 1277]
notice-body: I, (Old Name) JAHIRADDIN SK ZAHIRADDIN S/o- HACHHIRULLA SK Residing at, Vill- Sargachhi, Post- Beghnabari, Ps - Beldanga, Dist- Murshidabad, Pin- 742133, West Bengal. Do hereby declare that I have Changed my name from JAHIRADDIN SK ZAHIRADDIN To ZAHIRADDIN SK (New name) and hence forth I Shall be Known as (New name) ZAHIRADDIN SK in all purpose Vide an affidavit Sworn before the notary public at Berhampore Murshidabad On 14 Oct 2025, JAHIRADDIN SK and ZAHIRADDIN & ZAHIRADDIN both are Same and one identical person.: [219, 2235, 378, 2432]
notice-heading: Name Change: [765, 891, 857, 906]
notice-heading: Name Change: [423, 550, 516, 565]
notice-body: I, Nekail Laskar (old name) S/o Ali Akbar, resident of NIBRA DAKSHIN PURBA PARA HOWRAH-711409, West Bengal, India, have changed my name and shall henceforth be known as Mekail Laskar (new name), as declared Before The Notary Public at Kolkata, vide an affidavit dated 24/10/2025. Mekail Laskar (new name) and Nekail Laskar (old name) both are same and one identical person.: [732, 1280, 891, 1415]
notice-heading: Name Change: [765, 1769, 857, 1784]
notice-body: I, Sk Jiyaur Rahaman (old name) S/o Shiekh Mustafa, resident of Jagatpur, Mahisadal, Purba Medinipur, Pin-721603, West Bengal, India, have changed my name and shall henceforth be known as Shiekh Jiyaul (new name), as declared before The Notary Public at Kolkata, vide an affidavit dated 24/10/2025. Shiekh Jiyaul (new name) and Sk Jiyaur Rahaman (old name) both are same and one identical person.: [561, 185, 720, 319]
classified-notice: [900, 1568, 1065, 1729]
notice-heading: Name Change: [936, 681, 1028, 696]
